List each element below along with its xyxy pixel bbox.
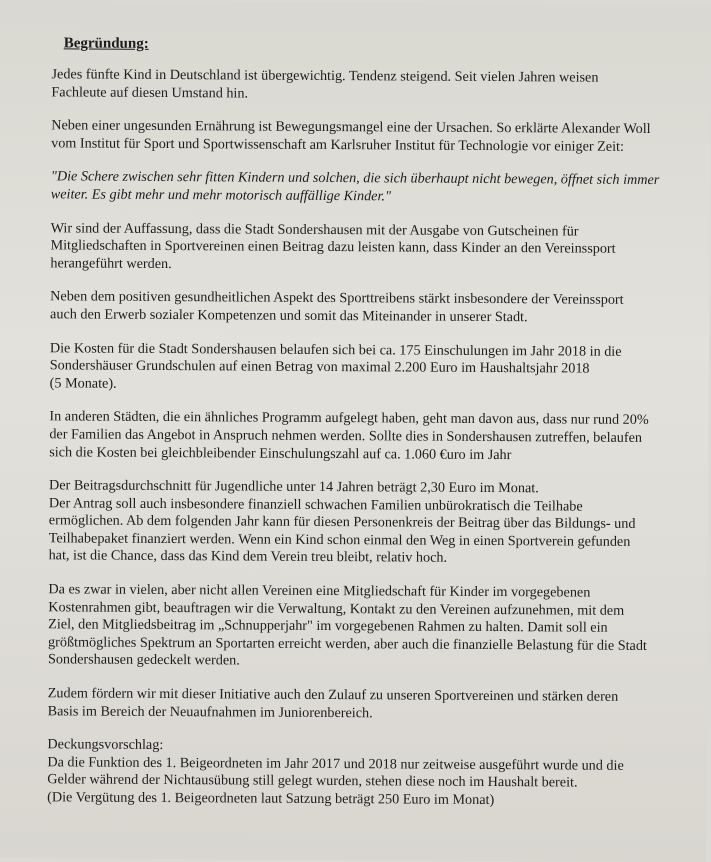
text-line: größtmögliches Spektrum an Sportarten erreicht werden, aber auch die finanzielle Belastung für die Stadt <box>48 634 647 654</box>
text-line: vom Institut für Sport und Sportwissenschaft am Karlsruher Institut für Technologie vor einiger Zeit: <box>51 135 625 155</box>
paragraph-funding-proposal <box>47 737 676 811</box>
text-line: herangeführt werden. <box>50 255 172 272</box>
text-line: Teilhabepaket finanziert werden. Wenn ein Kind schon einmal den Weg in einen Sportverein gefunden <box>48 530 631 550</box>
text-line: Wir sind der Auffassung, dass die Stadt Sondershausen mit der Ausgabe von Gutscheinen für <box>50 219 579 240</box>
text-line: Gelder während der Nichtausübung still gelegt wurden, stehen diese noch im Haushalt bereit. <box>47 771 578 791</box>
text-line: Neben dem positiven gesundheitlichen Aspekt des Sporttreibens stärkt insbesondere der Vereinssport <box>50 288 624 309</box>
text-line: Neben einer ungesunden Ernährung ist Bewegungsmangel eine der Ursachen. So erklärte Alexander Woll <box>51 117 651 138</box>
text-line: (Die Vergütung des 1. Beigeordneten laut Satzung beträgt 250 Euro im Monat) <box>47 789 495 809</box>
text-line: weiter. Es gibt mehr und mehr motorisch auffällige Kinder." <box>50 186 391 205</box>
text-line: Der Antrag soll auch insbesondere finanziell schwachen Familien unbürokratisch die Teilhabe <box>48 494 583 515</box>
paragraph-initiative <box>48 685 677 724</box>
paragraph-overweight <box>51 66 680 105</box>
text-line: ermöglichen. Ab dem folgenden Jahr kann für diesen Personenkreis der Beitrag über das Bildungs- und <box>48 512 636 533</box>
paragraph-costs <box>50 340 679 397</box>
text-line: Fachleute auf diesen Umstand hin. <box>51 83 249 102</box>
paragraph-quote <box>51 169 680 208</box>
paragraph-causes <box>51 118 680 157</box>
text-line: der Familien das Angebot in Anspruch nehmen werden. Sollte dies in Sondershausen zutreffen, belaufen <box>49 426 643 446</box>
section-heading: Begründung: <box>63 35 149 52</box>
text-line: Zudem fördern wir mit dieser Initiative auch den Zulauf zu unseren Sportvereinen und stärken deren <box>47 685 619 705</box>
text-line: Kostenrahmen gibt, beauftragen wir die Verwaltung, Kontakt zu den Vereinen aufzunehmen, mit dem <box>48 598 625 619</box>
paragraph-vouchers <box>50 220 679 277</box>
text-line: Jedes fünfte Kind in Deutschland ist übergewichtig. Tendenz steigend. Seit vielen Jahren weisen <box>51 66 599 86</box>
paragraph-administration <box>48 581 678 673</box>
text-line: hat, ist die Chance, dass das Kind dem Verein treu bleibt, relativ hoch. <box>48 547 448 567</box>
text-line: sich die Kosten bei gleichbleibender Einschulungszahl auf ca. 1.060 €uro im Jahr <box>49 443 512 463</box>
text-line: Basis im Bereich der Neuaufnahmen im Juniorenbereich. <box>47 702 373 721</box>
text-line: Da es zwar in vielen, aber nicht allen Vereinen eine Mitgliedschaft für Kinder im vorgegebenen <box>48 581 591 601</box>
paragraph-other-cities <box>49 409 678 466</box>
text-line: Sondershausen gedeckelt werden. <box>47 651 240 669</box>
text-line: Da die Funktion des 1. Beigeordneten im Jahr 2017 und 2018 nur zeitweise ausgeführt wurde und die <box>47 754 624 774</box>
text-line: Der Beitragsdurchschnitt für Jugendliche unter 14 Jahren beträgt 2,30 Euro im Monat. <box>48 477 539 497</box>
text-line: Ziel, den Mitgliedsbeitrag im „Schnupperjahr" im vorgegebenen Rahmen zu halten. Damit soll ein <box>48 616 608 636</box>
text-line: Mitgliedschaften in Sportvereinen einen Beitrag dazu leisten kann, dass Kinder an den Vereinssport <box>50 237 616 257</box>
text-line: Die Kosten für die Stadt Sondershausen belaufen sich bei ca. 175 Einschulungen im Jahr 2018 in die <box>49 339 622 360</box>
text-line: "Die Schere zwischen sehr fitten Kindern und solchen, die sich überhaupt nicht bewegen, öffnet sich immer <box>50 168 660 189</box>
text-line: auch den Erwerb sozialer Kompetenzen und somit das Miteinander in unserer Stadt. <box>50 306 528 326</box>
text-line: In anderen Städten, die ein ähnliches Programm aufgelegt haben, geht man davon aus, dass nur rund 20% <box>49 408 649 429</box>
paragraph-social-skills <box>50 289 679 328</box>
paragraph-contribution <box>49 477 679 569</box>
text-line: Sondershäuser Grundschulen auf einen Betrag von maximal 2.200 Euro im Haushaltsjahr 2018 <box>49 357 590 377</box>
text-line: (5 Monate). <box>49 375 117 392</box>
text-line: Deckungsvorschlag: <box>47 736 164 754</box>
